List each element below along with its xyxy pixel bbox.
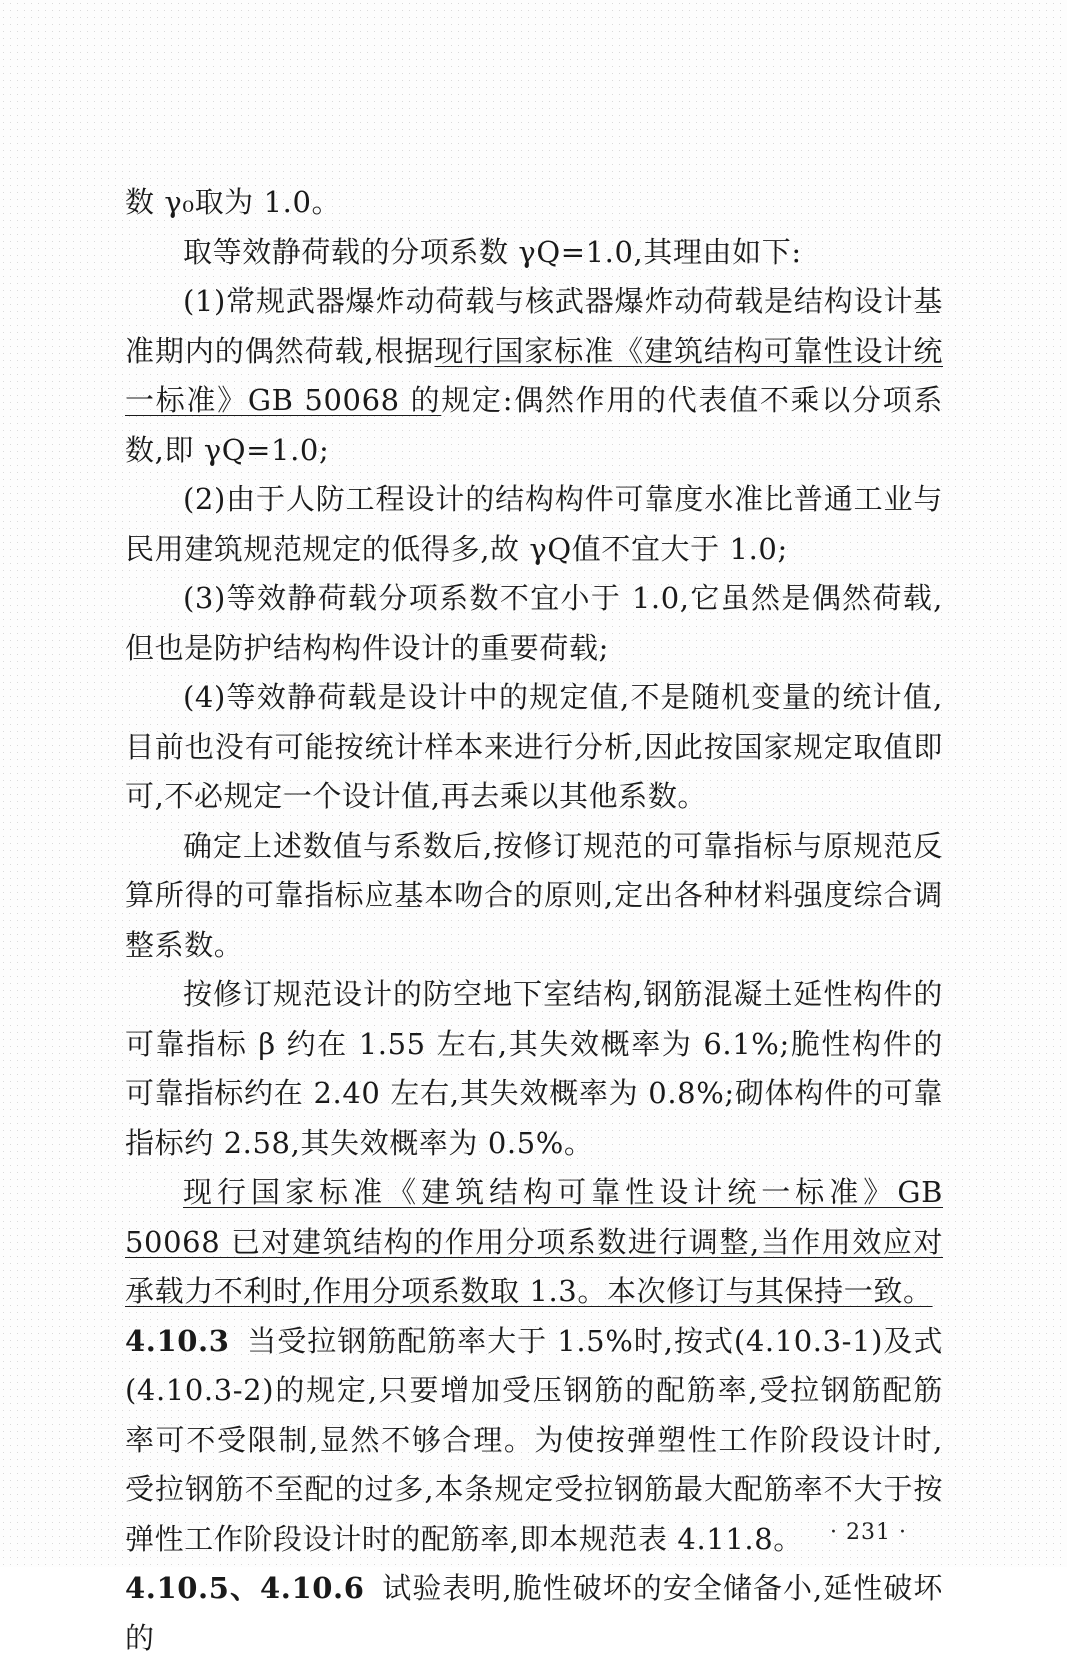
body-text [125,178,943,1663]
clause-4-10-3 [125,1317,943,1565]
reason-1-underlined-standard: 现行国家标准《建筑结构可靠性设计统一标准》GB 50068 的 [125,333,943,417]
reason-1-part-a: (1)常规武器爆炸动荷载与核武器爆炸动荷载是结构设计基准期内的偶然荷载,根据 [125,284,943,368]
paragraph-reliability: 按修订规范设计的防空地下室结构,钢筋混凝土延性构件的可靠指标 β 约在 1.55 左右,其失效概率为 6.1%;脆性构件的可靠指标约在 2.40 左右,其失效概率为 0.8%;砌体构件的可靠指标约 2.58,其失效概率为 0.5%。 [125,977,943,1160]
clause-number: 4.10.3 [125,1323,230,1358]
clause-4-10-5 [125,1564,943,1663]
reason-3: (3)等效静荷载分项系数不宜小于 1.0,它虽然是偶然荷载,但也是防护结构构件设计的重要荷载; [125,581,943,665]
paragraph-revision [125,1168,943,1317]
clause-text: 试验表明,脆性破坏的安全储备小,延性破坏的 [125,1571,943,1655]
paragraph-reasons-intro: 取等效静荷载的分项系数 γQ=1.0,其理由如下: [183,234,802,269]
reason-1 [125,277,943,475]
paragraph-adjustment: 确定上述数值与系数后,按修订规范的可靠指标与原规范反算所得的可靠指标应基本吻合的原则,定出各种材料强度综合调整系数。 [125,828,943,962]
revision-underlined-text: 现行国家标准《建筑结构可靠性设计统一标准》GB 50068 已对建筑结构的作用分项系数进行调整,当作用效应对承载力不利时,作用分项系数取 1.3。本次修订与其保持一致。 [125,1175,943,1308]
reason-4: (4)等效静荷载是设计中的规定值,不是随机变量的统计值,目前也没有可能按统计样本来进行分析,因此按国家规定取值即可,不必规定一个设计值,再去乘以其他系数。 [125,680,943,813]
clause-text: 当受拉钢筋配筋率大于 1.5%时,按式(4.10.3-1)及式(4.10.3-2)的规定,只要增加受压钢筋的配筋率,受拉钢筋配筋率可不受限制,显然不够合理。为使按弹塑性工作阶段设计时,受拉钢筋不至配的过多,本条规定受拉钢筋最大配筋率不大于按弹性工作阶段设计时的配筋率,即本规范表 4.11.8。 [125,1323,943,1556]
paragraph-intro: 数 γ₀取为 1.0。 [125,185,342,219]
page-number: · 231 · [830,1520,907,1545]
clause-number: 4.10.5、4.10.6 [125,1571,365,1605]
reason-1-part-c: 规定:偶然作用的代表值不乘以分项系数,即 γQ=1.0; [125,383,943,467]
reason-2: (2)由于人防工程设计的结构构件可靠度水准比普通工业与民用建筑规范规定的低得多,故 γQ值不宜大于 1.0; [125,482,943,566]
